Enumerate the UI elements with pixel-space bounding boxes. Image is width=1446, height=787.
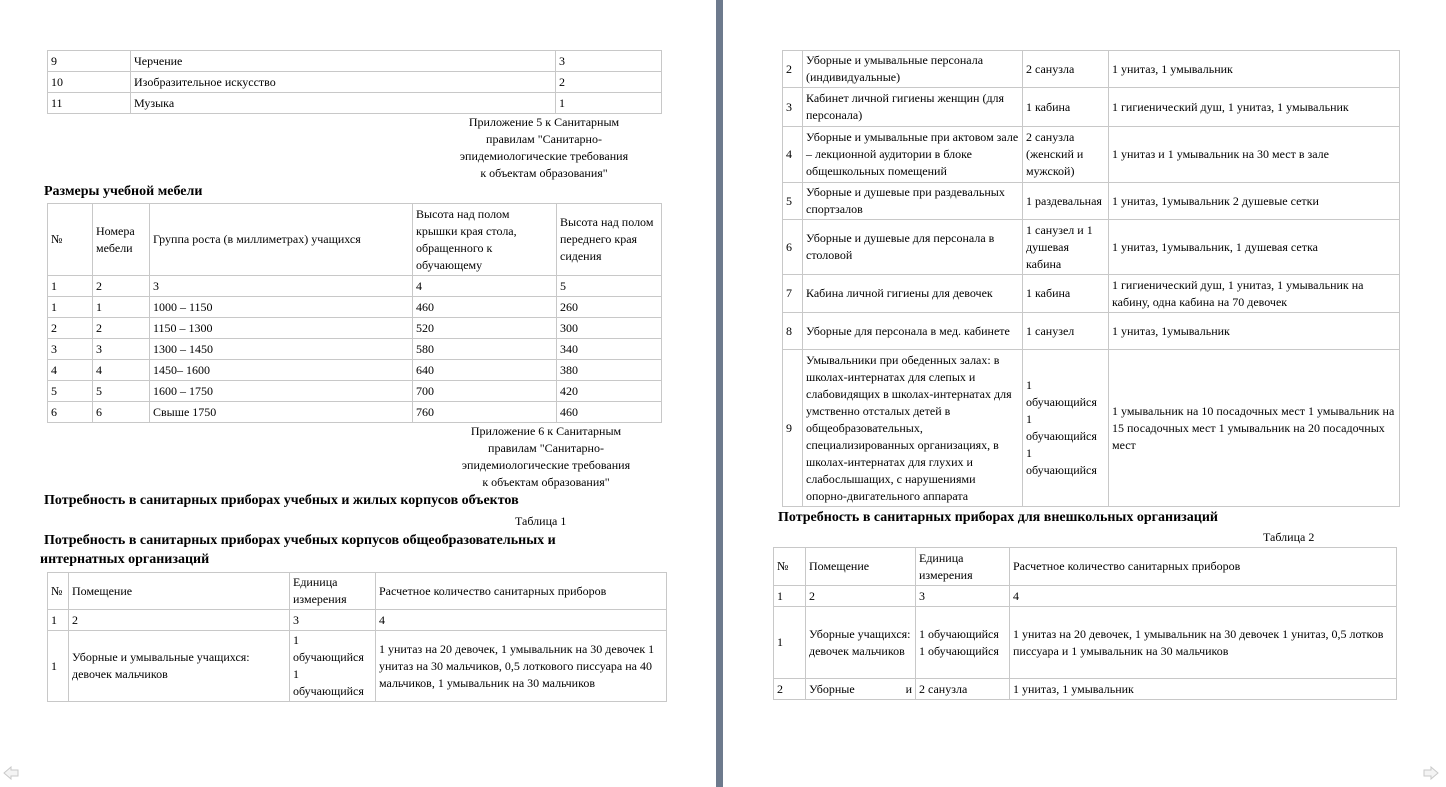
table-cell: 1 унитаз на 20 девочек, 1 умывальник на 30 девочек 1 унитаз, 0,5 лотков писсуара и 1 умывальник на 30 мальчиков [1010,607,1397,679]
table-cell: 2 [48,318,93,339]
annex-line: правилам "Санитарно- [486,132,602,146]
table-cell: 520 [413,318,557,339]
table-cell: Свыше 1750 [150,402,413,423]
table-row [774,679,1397,700]
table-cell: 2 санузла [1023,51,1109,88]
table-row [783,183,1400,220]
table-row [783,350,1400,507]
table-cell: 1 гигиенический душ, 1 унитаз, 1 умывальник на кабину, одна кабина на 70 девочек [1109,275,1400,313]
table-cell: 5 [93,381,150,402]
table-cell: 580 [413,339,557,360]
table-header-cell: № [774,548,806,586]
table-cell: 3 [93,339,150,360]
table-header-cell: Расчетное количество санитарных приборов [1010,548,1397,586]
table-cell: 3 [556,51,662,72]
table-header-cell: № [48,573,69,610]
table-cell: 1 гигиенический душ, 1 унитаз, 1 умывальник [1109,88,1400,127]
table-cell: 9 [48,51,131,72]
table-cell: 1 [48,610,69,631]
table-cell: 640 [413,360,557,381]
annex-5-caption [434,114,654,182]
extracurricular-title: Потребность в санитарных приборах для внешкольных организаций [778,510,1218,525]
sanitary-table-1 [47,572,667,702]
table-cell: 420 [557,381,662,402]
table-2-label: Таблица 2 [1263,530,1315,544]
table-cell: Уборные и душевые для персонала в столовой [803,220,1023,275]
table-cell: Уборные и умывальные персонала (индивидуальные) [803,51,1023,88]
table-cell: 2 [783,51,803,88]
table-cell: 380 [557,360,662,381]
subjects-table [47,50,662,114]
table-header-row [774,548,1397,586]
table-cell: 1 обучающийся 1 обучающийся [916,607,1010,679]
table-cell: 1 унитаз, 1 умывальник [1010,679,1397,700]
table-cell: 700 [413,381,557,402]
table-cell: Кабинет личной гигиены женщин (для персонала) [803,88,1023,127]
table-1-title-line2: интернатных организаций [40,552,210,567]
table-cell: 1 [48,631,69,702]
table-cell: 1 санузел [1023,313,1109,350]
table-cell: 1 умывальник на 10 посадочных мест 1 умывальник на 15 посадочных мест 1 умывальник на 20 посадочных мест [1109,350,1400,507]
table-cell: 2 санузла [916,679,1010,700]
table-cell: 300 [557,318,662,339]
table-row [48,276,662,297]
table-cell: 260 [557,297,662,318]
table-row [48,72,662,93]
table-1-title-line1: Потребность в санитарных приборах учебных корпусов общеобразовательных и [44,533,556,548]
table-cell: 3 [783,88,803,127]
table-header-cell: Расчетное количество санитарных приборов [376,573,667,610]
table-cell: 11 [48,93,131,114]
table-cell: Кабина личной гигиены для девочек [803,275,1023,313]
table-cell: 2 [806,586,916,607]
table-row [48,360,662,381]
table-row [783,275,1400,313]
table-cell: 3 [290,610,376,631]
table-cell: 460 [557,402,662,423]
table-cell: 1 обучающийся 1 обучающийся 1 обучающийся [1023,350,1109,507]
table-row [48,381,662,402]
table-cell: 2 санузла (женский и мужской) [1023,127,1109,183]
table-cell: 9 [783,350,803,507]
table-cell: 8 [783,313,803,350]
table-cell: 2 [93,276,150,297]
sanitary-title: Потребность в санитарных приборах учебных и жилых корпусов объектов [44,493,519,508]
sanitary-table-1-continued [782,50,1400,507]
page-divider [716,0,723,787]
annex-line: правилам "Санитарно- [488,441,604,455]
table-cell: 1150 – 1300 [150,318,413,339]
table-cell: 2 [556,72,662,93]
table-header-cell: Номера мебели [93,204,150,276]
annex-line: к объектам образования" [480,166,608,180]
table-cell: 1 кабина [1023,275,1109,313]
furniture-table [47,203,662,423]
document-page-right [723,0,1446,787]
table-row [783,51,1400,88]
table-cell: 1 [774,607,806,679]
table-cell: Музыка [131,93,556,114]
table-cell: 1 [556,93,662,114]
table-cell: 2 [774,679,806,700]
arrow-left-icon [3,766,19,780]
table-cell: Уборные и [806,679,916,700]
table-row [48,402,662,423]
table-header-cell: Помещение [69,573,290,610]
table-cell: 4 [93,360,150,381]
table-cell: 1450– 1600 [150,360,413,381]
table-cell: 3 [150,276,413,297]
annex-line: эпидемиологические требования [461,458,631,472]
table-row [48,318,662,339]
table-cell: Черчение [131,51,556,72]
table-header-cell: Единица измерения [290,573,376,610]
table-cell: 4 [48,360,93,381]
table-cell: Умывальники при обеденных залах: в школах-интернатах для слепых и слабовидящих в школах-интернатах для умственно отсталых детей в общеобразовательных, специализированных организациях, в школах-интернатах для глухих и слабослышащих, с нарушениями опорно-двигательного аппарата [803,350,1023,507]
table-header-cell: Группа роста (в миллиметрах) учащихся [150,204,413,276]
table-cell: 340 [557,339,662,360]
table-cell: 6 [93,402,150,423]
table-cell: 1 унитаз и 1 умывальник на 30 мест в зале [1109,127,1400,183]
table-cell: 1600 – 1750 [150,381,413,402]
table-header-cell: Высота над полом крышки края стола, обращенного к обучающему [413,204,557,276]
annex-line: к объектам образования" [482,475,610,489]
table-cell: 1 раздевальная [1023,183,1109,220]
table-cell: 3 [916,586,1010,607]
furniture-title: Размеры учебной мебели [44,184,203,199]
table-cell: 1300 – 1450 [150,339,413,360]
table-row [48,631,667,702]
table-header-cell: Высота над полом переднего края сидения [557,204,662,276]
table-header-cell: Помещение [806,548,916,586]
table-cell: 4 [783,127,803,183]
table-cell: 4 [413,276,557,297]
table-row [783,220,1400,275]
table-cell: 1 [48,297,93,318]
table-1-label: Таблица 1 [515,514,567,528]
table-cell: 2 [93,318,150,339]
annex-line: Приложение 5 к Санитарным [468,115,620,129]
table-row [48,610,667,631]
table-cell: 6 [48,402,93,423]
table-header-cell: № [48,204,93,276]
table-cell: 10 [48,72,131,93]
table-row [774,607,1397,679]
table-cell: 7 [783,275,803,313]
table-cell: 1 унитаз, 1 умывальник [1109,51,1400,88]
prev-page-button[interactable] [3,766,19,780]
table-cell: 1 унитаз на 20 девочек, 1 умывальник на 30 девочек 1 унитаз на 30 мальчиков, 0,5 лоткового писсуара на 40 мальчиков, 1 умывальник на 30 мальчиков [376,631,667,702]
sanitary-table-2 [773,547,1397,700]
table-row [48,93,662,114]
table-cell: Уборные и умывальные учащихся: девочек мальчиков [69,631,290,702]
table-header-row [48,573,667,610]
table-cell: 2 [69,610,290,631]
table-cell: 4 [1010,586,1397,607]
table-cell: 1 унитаз, 1умывальник [1109,313,1400,350]
annex-line: Приложение 6 к Санитарным [470,424,622,438]
table-cell: Уборные для персонала в мед. кабинете [803,313,1023,350]
table-header-row [48,204,662,276]
table-cell: 3 [48,339,93,360]
table-header-cell: Единица измерения [916,548,1010,586]
table-cell: 1 унитаз, 1умывальник, 1 душевая сетка [1109,220,1400,275]
table-cell: Уборные учащихся: девочек мальчиков [806,607,916,679]
arrow-right-icon [1423,766,1439,780]
table-cell: 1 унитаз, 1умывальник 2 душевые сетки [1109,183,1400,220]
table-cell: 460 [413,297,557,318]
annex-6-caption [436,423,656,491]
table-row [48,51,662,72]
table-cell: 4 [376,610,667,631]
table-cell: 5 [557,276,662,297]
table-cell: 760 [413,402,557,423]
table-row [774,586,1397,607]
table-cell: 1 кабина [1023,88,1109,127]
table-cell: 1 [774,586,806,607]
document-page-left [0,0,716,787]
table-cell: 1 [48,276,93,297]
table-cell: 5 [783,183,803,220]
table-row [783,313,1400,350]
annex-line: эпидемиологические требования [459,149,629,163]
table-row [48,339,662,360]
table-cell: 1 [93,297,150,318]
table-cell: Изобразительное искусство [131,72,556,93]
table-cell: 5 [48,381,93,402]
table-row [783,88,1400,127]
next-page-button[interactable] [1423,766,1439,780]
table-cell: Уборные и душевые при раздевальных спортзалов [803,183,1023,220]
table-cell: 6 [783,220,803,275]
table-cell: Уборные и умывальные при актовом зале – лекционной аудитории в блоке общешкольных помещений [803,127,1023,183]
table-cell: 1000 – 1150 [150,297,413,318]
table-row [783,127,1400,183]
table-cell: 1 санузел и 1 душевая кабина [1023,220,1109,275]
table-row [48,297,662,318]
table-cell: 1 обучающийся 1 обучающийся [290,631,376,702]
